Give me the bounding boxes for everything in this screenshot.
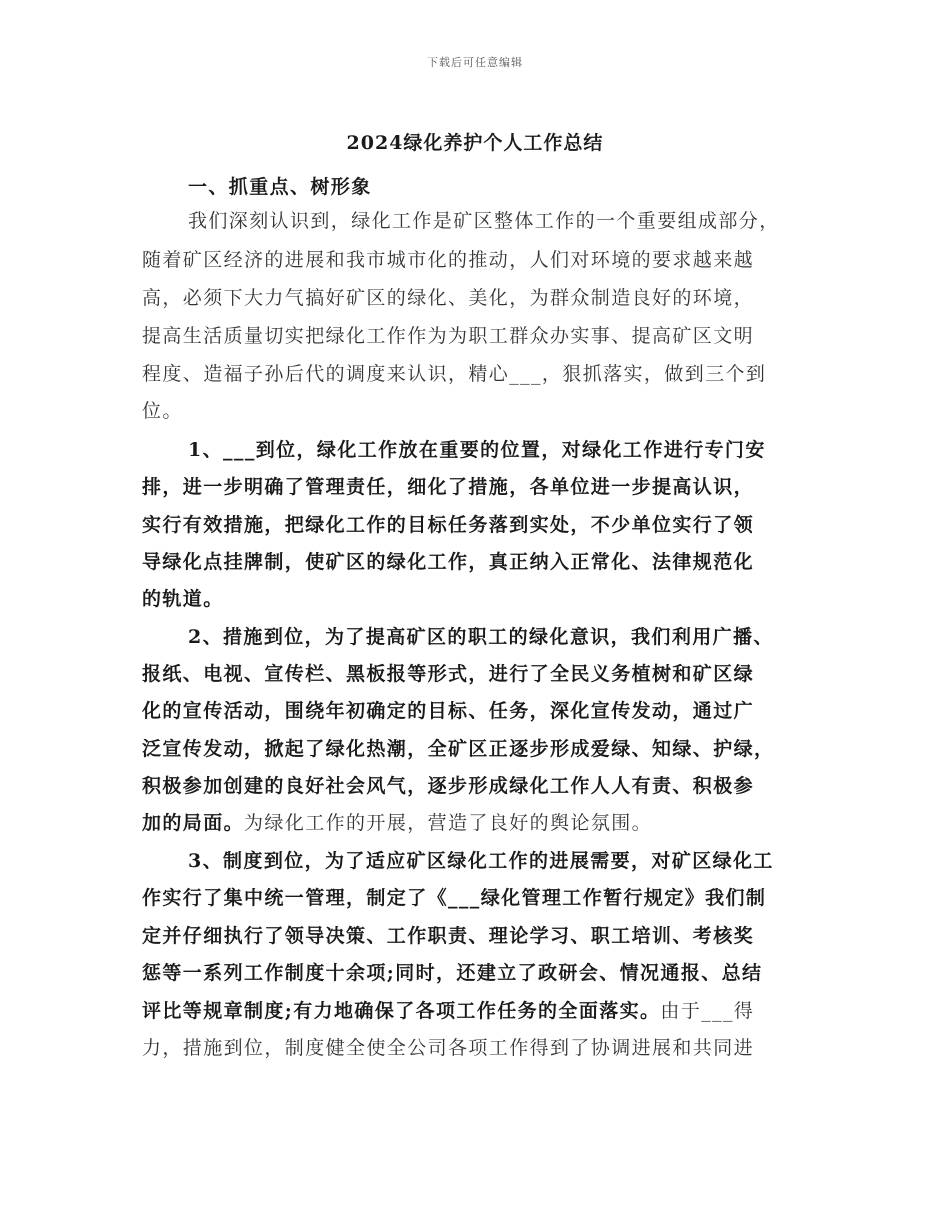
paragraph-2-thin-text: 为绿化工作的开展，营造了良好的舆论氛围。 [244,812,653,834]
paragraph-1-line: 实行有效措施，把绿化工作的目标任务落到实处，不少单位实行了领 [142,514,755,536]
paragraph-2-line: 泛宣传发动，掀起了绿化热潮，全矿区正逐步形成爱绿、知绿、护绿， [142,738,775,760]
document-title: 2024绿化养护个人工作总结 [346,132,604,154]
intro-line: 提高生活质量切实把绿化工作作为为职工群众办实事、提高矿区文明 [142,325,755,347]
intro-line: 我们深刻认识到，绿化工作是矿区整体工作的一个重要组成部分， [188,210,780,232]
paragraph-1-line: 排，进一步明确了管理责任，细化了措施，各单位进一步提高认识， [142,476,755,498]
paragraph-2-line: 积极参加创建的良好社会风气，逐步形成绿化工作人人有责、积极参 [142,775,755,797]
paragraph-3-line: 力，措施到位，制度健全使全公司各项工作得到了协调进展和共同进 [142,1037,755,1059]
section-heading: 一、抓重点、树形象 [188,176,372,198]
paragraph-2-last-line [142,808,652,838]
paragraph-2-line: 化的宣传活动，围绕年初确定的目标、任务，深化宣传发动，通过广 [142,700,755,722]
paragraph-2-line: 2、措施到位，为了提高矿区的职工的绿化意识，我们利用广播、 [188,626,774,648]
paragraph-3-line: 定并仔细执行了领导决策、工作职责、理论学习、职工培训、考核奖 [142,925,755,947]
paragraph-2-line: 报纸、电视、宣传栏、黑板报等形式，进行了全民义务植树和矿区绿 [142,663,755,685]
paragraph-2-bold-text: 加的局面。 [142,812,245,834]
paragraph-1-line: 导绿化点挂牌制，使矿区的绿化工作，真正纳入正常化、法律规范化 [142,551,755,573]
header-note: 下载后可任意编辑 [427,56,523,69]
intro-line: 高，必须下大力气搞好矿区的绿化、美化，为群众制造良好的环境， [142,287,755,309]
intro-line: 程度、造福子孙后代的调度来认识，精心___，狠抓落实，做到三个到 [142,363,767,385]
paragraph-3-thin-text: 由于___得 [660,1000,755,1022]
paragraph-3-line: 作实行了集中统一管理，制定了《___绿化管理工作暂行规定》我们制 [142,887,767,909]
intro-line: 随着矿区经济的进展和我市城市化的推动，人们对环境的要求越来越 [142,249,755,271]
paragraph-3-bold-text: 评比等规章制度;有力地确保了各项工作任务的全面落实。 [142,1000,661,1022]
paragraph-1-line: 的轨道。 [142,588,224,610]
intro-line: 位。 [142,400,183,422]
paragraph-3-line: 3、制度到位，为了适应矿区绿化工作的进展需要，对矿区绿化工 [188,850,774,872]
paragraph-3-line: 惩等一系列工作制度十余项;同时，还建立了政研会、情况通报、总结 [142,962,763,984]
paragraph-3-line [142,996,754,1026]
paragraph-1-line: 1、___到位，绿化工作放在重要的位置，对绿化工作进行专门安 [188,439,766,461]
